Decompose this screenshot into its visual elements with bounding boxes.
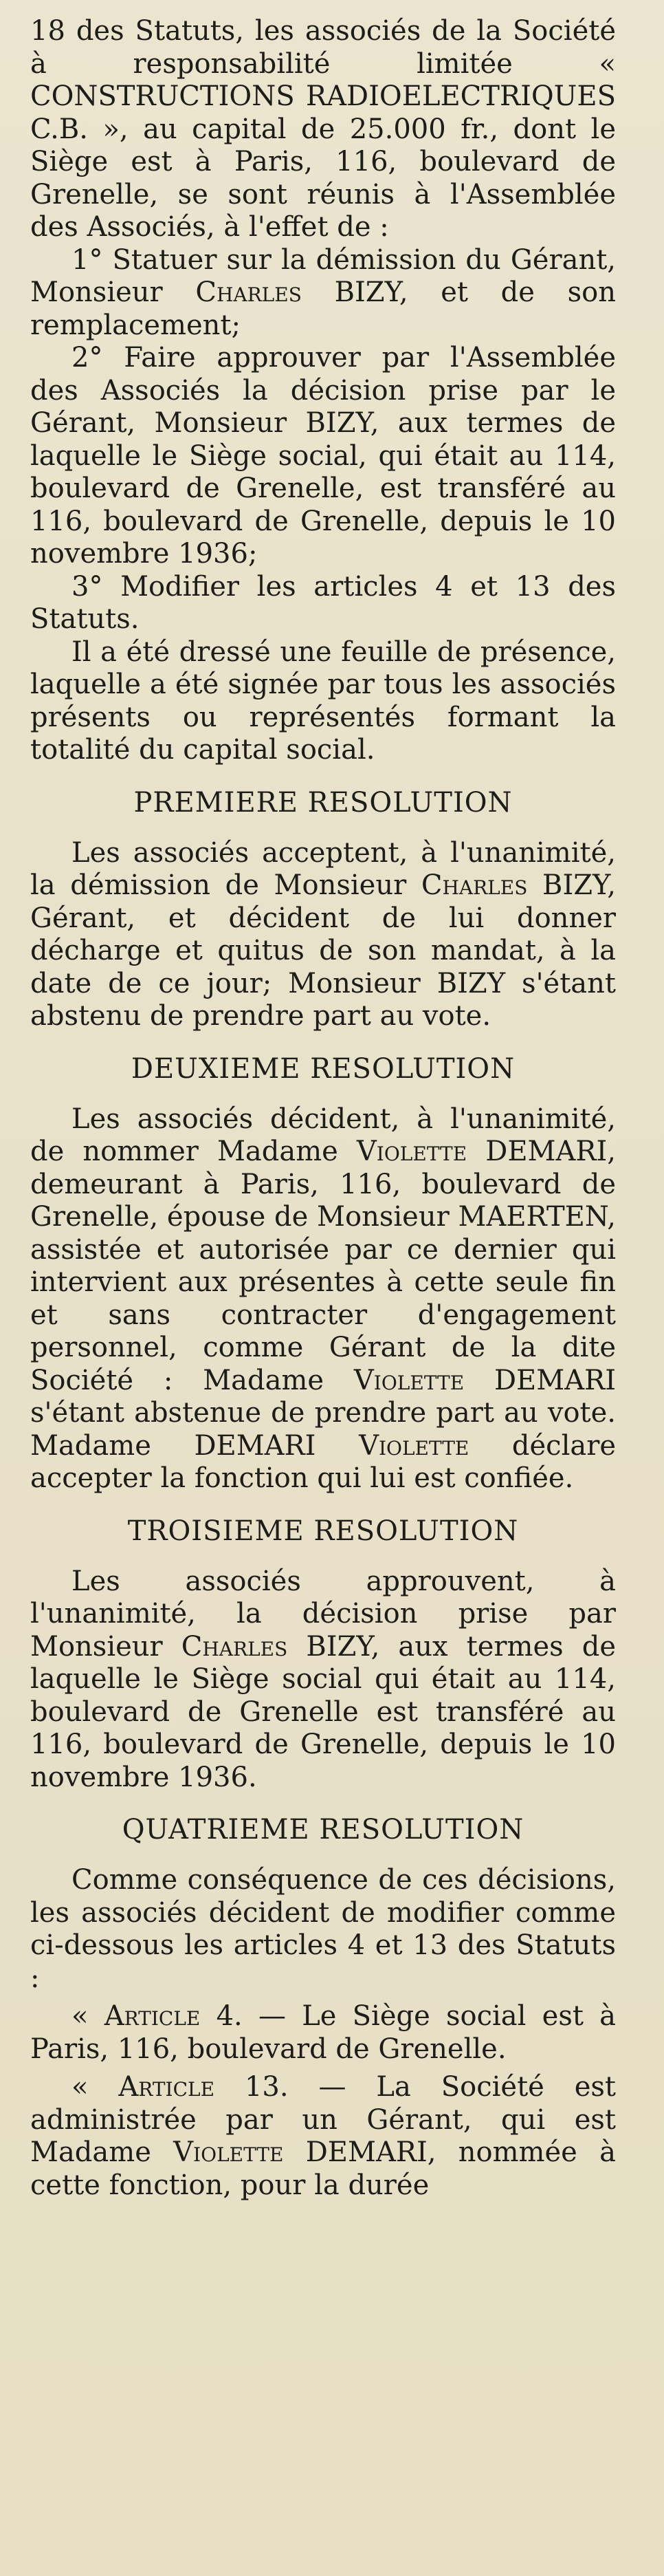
first-name-charles: Charles bbox=[421, 869, 528, 901]
article-13-quote: « bbox=[71, 2071, 119, 2103]
resolution-3-start: Les associés approuvent, à l'unanimité, la décision prise par Monsieur bbox=[30, 1565, 616, 1663]
text-column bbox=[30, 15, 616, 2202]
agenda-item-1-end: BIZY, et de son remplacement; bbox=[30, 277, 616, 341]
spacer bbox=[30, 2066, 616, 2071]
article-4-quote: « bbox=[71, 2000, 104, 2032]
article-4-body: 4. — Le Siège social est à Paris, 116, boulevard de Grenelle. bbox=[30, 2000, 617, 2065]
agenda-item-2: 2° Faire approuver par l'Assemblée des Associés la décision prise par le Gérant, Monsieur BIZY, aux termes de laquelle le Siège social, qui était au 114, boulevard de Grenelle, est transféré au 116, boulevard de Grenelle, depuis le 10 novembre 1936; bbox=[30, 342, 616, 570]
resolution-3-text bbox=[30, 1566, 616, 1795]
resolution-2-part-a: Les associés décident, à l'unanimité, de nommer Madame bbox=[30, 1103, 616, 1167]
article-4-label: Article bbox=[104, 2000, 201, 2032]
resolution-1-end: BIZY, Gérant, et décident de lui donner décharge et quitus de son mandat, à la date de ce jour; Monsieur BIZY s'étant abstenu de prendre part au vote. bbox=[30, 869, 616, 1032]
first-name-charles: Charles bbox=[181, 1630, 288, 1663]
first-name-violette: Violette bbox=[173, 2136, 284, 2168]
resolution-4-text: Comme conséquence de ces décisions, les associés décident de modifier comme ci-dessous les articles 4 et 13 des Statuts : bbox=[30, 1864, 616, 1994]
resolution-3-end: BIZY, aux termes de laquelle le Siège social qui était au 114, boulevard de Grenelle est transféré au 116, boulevard de Grenelle, depuis le 10 novembre 1936. bbox=[30, 1630, 616, 1793]
spacer bbox=[30, 1995, 616, 2000]
agenda-item-1-start: 1° Statuer sur la démission du Gérant, Monsieur bbox=[30, 243, 616, 308]
resolution-1-start: Les associés acceptent, à l'unanimité, la démission de Monsieur bbox=[30, 836, 616, 901]
article-13-text bbox=[30, 2071, 616, 2202]
article-13-body-start: 13. — La Société est administrée par un Gérant, qui est Madame bbox=[30, 2071, 617, 2168]
heading-quatrieme-resolution: QUATRIEME RESOLUTION bbox=[122, 1814, 524, 1846]
article-13-body-end: DEMARI, nommée à cette fonction, pour la durée bbox=[30, 2136, 616, 2201]
presence-paragraph: Il a été dressé une feuille de présence, laquelle a été signée par tous les associés présents ou représentés formant la totalité du capital social. bbox=[30, 636, 616, 766]
agenda-item-3: 3° Modifier les articles 4 et 13 des Statuts. bbox=[30, 570, 616, 635]
resolution-1-text bbox=[30, 837, 616, 1033]
intro-paragraph: 18 des Statuts, les associés de la Société à responsabilité limitée « CONSTRUCTIONS RADIOELECTRIQUES C.B. », au capital de 25.000 fr., dont le Siège est à Paris, 116, boulevard de Grenelle, se sont réunis à l'Assemblée des Associés, à l'effet de : bbox=[30, 15, 616, 243]
first-name-violette: Violette bbox=[359, 1429, 469, 1462]
agenda-item-1 bbox=[30, 244, 616, 343]
resolution-2-part-c: DEMARI s'étant abstenue de prendre part au vote. Madame DEMARI bbox=[30, 1364, 617, 1462]
heading-deuxieme-resolution: DEUXIEME RESOLUTION bbox=[131, 1052, 516, 1085]
heading-premiere-resolution: PREMIERE RESOLUTION bbox=[133, 786, 513, 819]
heading-troisieme-resolution: TROISIEME RESOLUTION bbox=[127, 1515, 519, 1547]
resolution-2-text bbox=[30, 1103, 616, 1495]
resolution-2-part-b: DEMARI, demeurant à Paris, 116, boulevard de Grenelle, épouse de Monsieur MAERTEN, assistée et autorisée par ce dernier qui intervient aux présentes à cette seule fin et sans contracter d'engagement personnel, comme Gérant de la dite Société : Madame bbox=[30, 1136, 616, 1396]
article-13-label: Article bbox=[118, 2071, 215, 2103]
first-name-violette: Violette bbox=[353, 1364, 465, 1396]
article-4-text bbox=[30, 2000, 616, 2066]
first-name-violette: Violette bbox=[356, 1136, 467, 1167]
first-name-charles: Charles bbox=[195, 277, 302, 308]
resolution-2-part-d: déclare accepter la fonction qui lui est confiée. bbox=[30, 1429, 617, 1494]
